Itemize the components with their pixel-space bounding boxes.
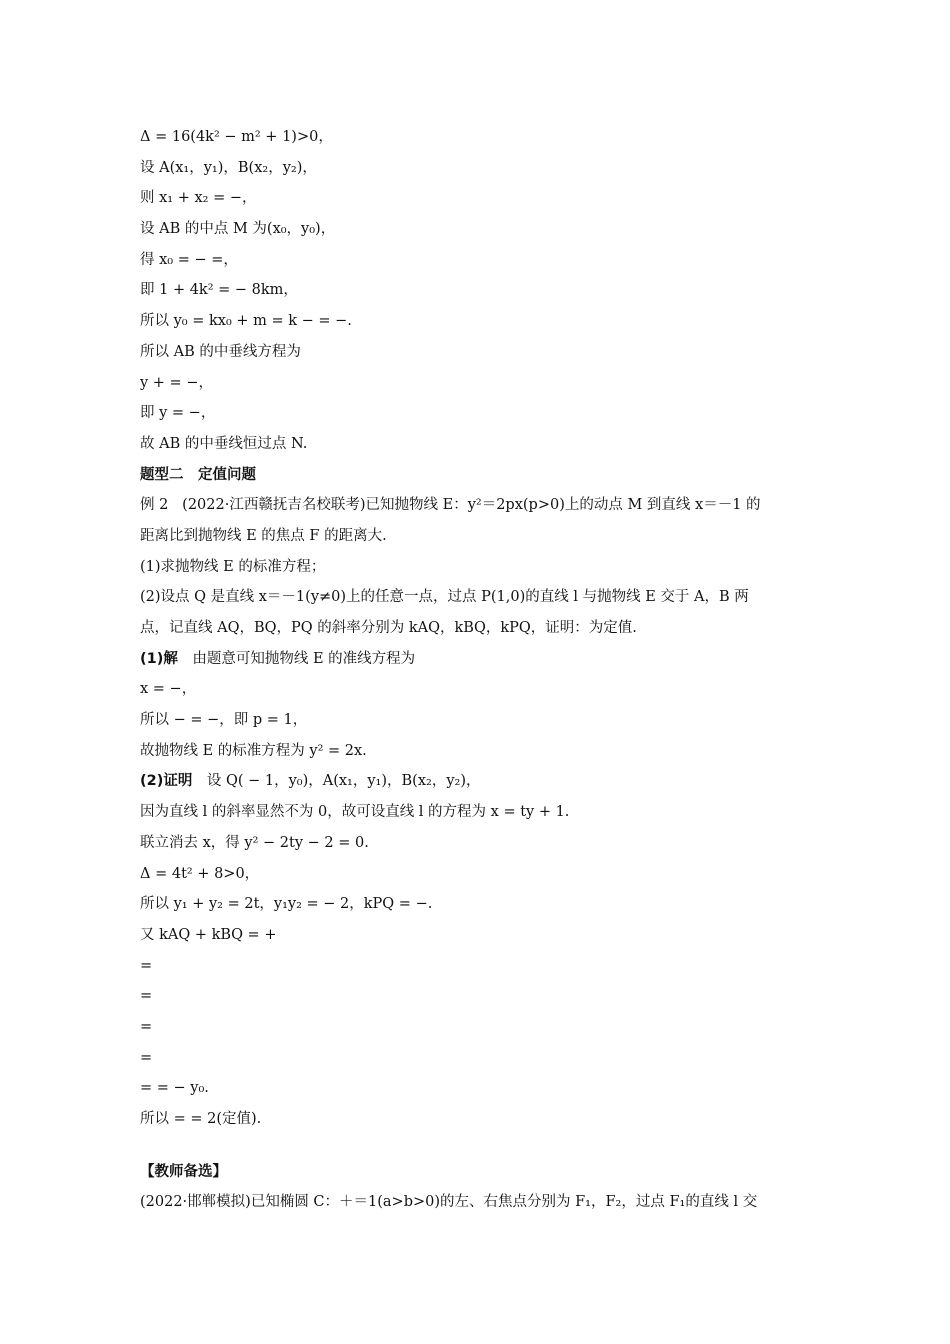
- text-line: 联立消去 x，得 y² − 2ty − 2 = 0.: [140, 834, 369, 851]
- text-line: 所以 − = −，即 p = 1，: [140, 712, 308, 729]
- text-line: 所以 AB 的中垂线方程为: [140, 343, 301, 360]
- example-line-1: [140, 490, 812, 521]
- question-2-line-1: (2)设点 Q 是直线 x＝－1(y≠0)上的任意一点，过点 P(1,0)的直线 l 与抛物线 E 交于 A，B 两: [140, 589, 749, 606]
- example-text: (2022·江西赣抚吉名校联考)已知抛物线 E：y²＝2px(p>0)上的动点 M 到直线 x＝－1 的: [182, 497, 761, 514]
- teacher-text: (2022·邯郸模拟)已知椭圆 C：＋＝1(a>b>0)的左、右焦点分别为 F₁，F₂，过点 F₁的直线 l 交: [140, 1194, 758, 1211]
- text-line: 即 y = −，: [140, 405, 216, 422]
- teacher-title: 【教师备选】: [140, 1163, 227, 1180]
- example-label: 例 2: [140, 497, 169, 514]
- text-line: 设 AB 的中点 M 为(x₀，y₀)，: [140, 221, 336, 238]
- text-line: =: [140, 957, 153, 974]
- solution-2-text: 设 Q( − 1，y₀)，A(x₁，y₁)，B(x₂，y₂)，: [192, 773, 481, 790]
- question-1: (1)求抛物线 E 的标准方程；: [140, 558, 326, 575]
- text-line: 所以 y₁ + y₂ = 2t，y₁y₂ = − 2，kPQ = −.: [140, 896, 433, 913]
- text-line: y + = −，: [140, 374, 213, 391]
- text-line: x = −，: [140, 681, 197, 698]
- document-page: [140, 122, 812, 1218]
- text-line: 故 AB 的中垂线恒过点 N.: [140, 435, 308, 452]
- solution-1-text: 由题意可知抛物线 E 的准线方程为: [177, 650, 416, 667]
- text-line: =: [140, 988, 153, 1005]
- solution-1-head: [140, 644, 812, 675]
- spacer: [140, 1135, 812, 1157]
- question-2-line-2: 点，记直线 AQ，BQ，PQ 的斜率分别为 kAQ，kBQ，kPQ，证明：为定值.: [140, 620, 637, 636]
- solution-1-label: (1)解: [140, 650, 178, 667]
- text-line: 设 A(x₁，y₁)，B(x₂，y₂)，: [140, 159, 317, 176]
- text-line: 即 1 + 4k² = − 8km，: [140, 282, 298, 299]
- text-line: 所以 y₀ = kx₀ + m = k − = −.: [140, 313, 352, 330]
- text-line: 又 kAQ + kBQ = +: [140, 926, 277, 943]
- text-line: 则 x₁ + x₂ = −，: [140, 190, 257, 207]
- text-line: =: [140, 1049, 153, 1066]
- section-title: 题型二 定值问题: [140, 466, 256, 483]
- text-line: =: [140, 1018, 153, 1035]
- text-line: Δ = 4t² + 8>0，: [140, 865, 260, 882]
- text-line: Δ = 16(4k² − m² + 1)>0，: [140, 129, 333, 145]
- text-line: = = − y₀.: [140, 1080, 209, 1097]
- example-line-2: 距离比到抛物线 E 的焦点 F 的距离大.: [140, 527, 387, 544]
- text-line: 因为直线 l 的斜率显然不为 0，故可设直线 l 的方程为 x = ty + 1.: [140, 804, 570, 821]
- solution-2-label: (2)证明: [140, 773, 193, 790]
- solution-2-head: [140, 766, 812, 797]
- text-line: 得 x₀ = − =，: [140, 251, 238, 268]
- text-line: 故抛物线 E 的标准方程为 y² = 2x.: [140, 742, 367, 759]
- text-line: 所以 = = 2(定值).: [140, 1111, 262, 1127]
